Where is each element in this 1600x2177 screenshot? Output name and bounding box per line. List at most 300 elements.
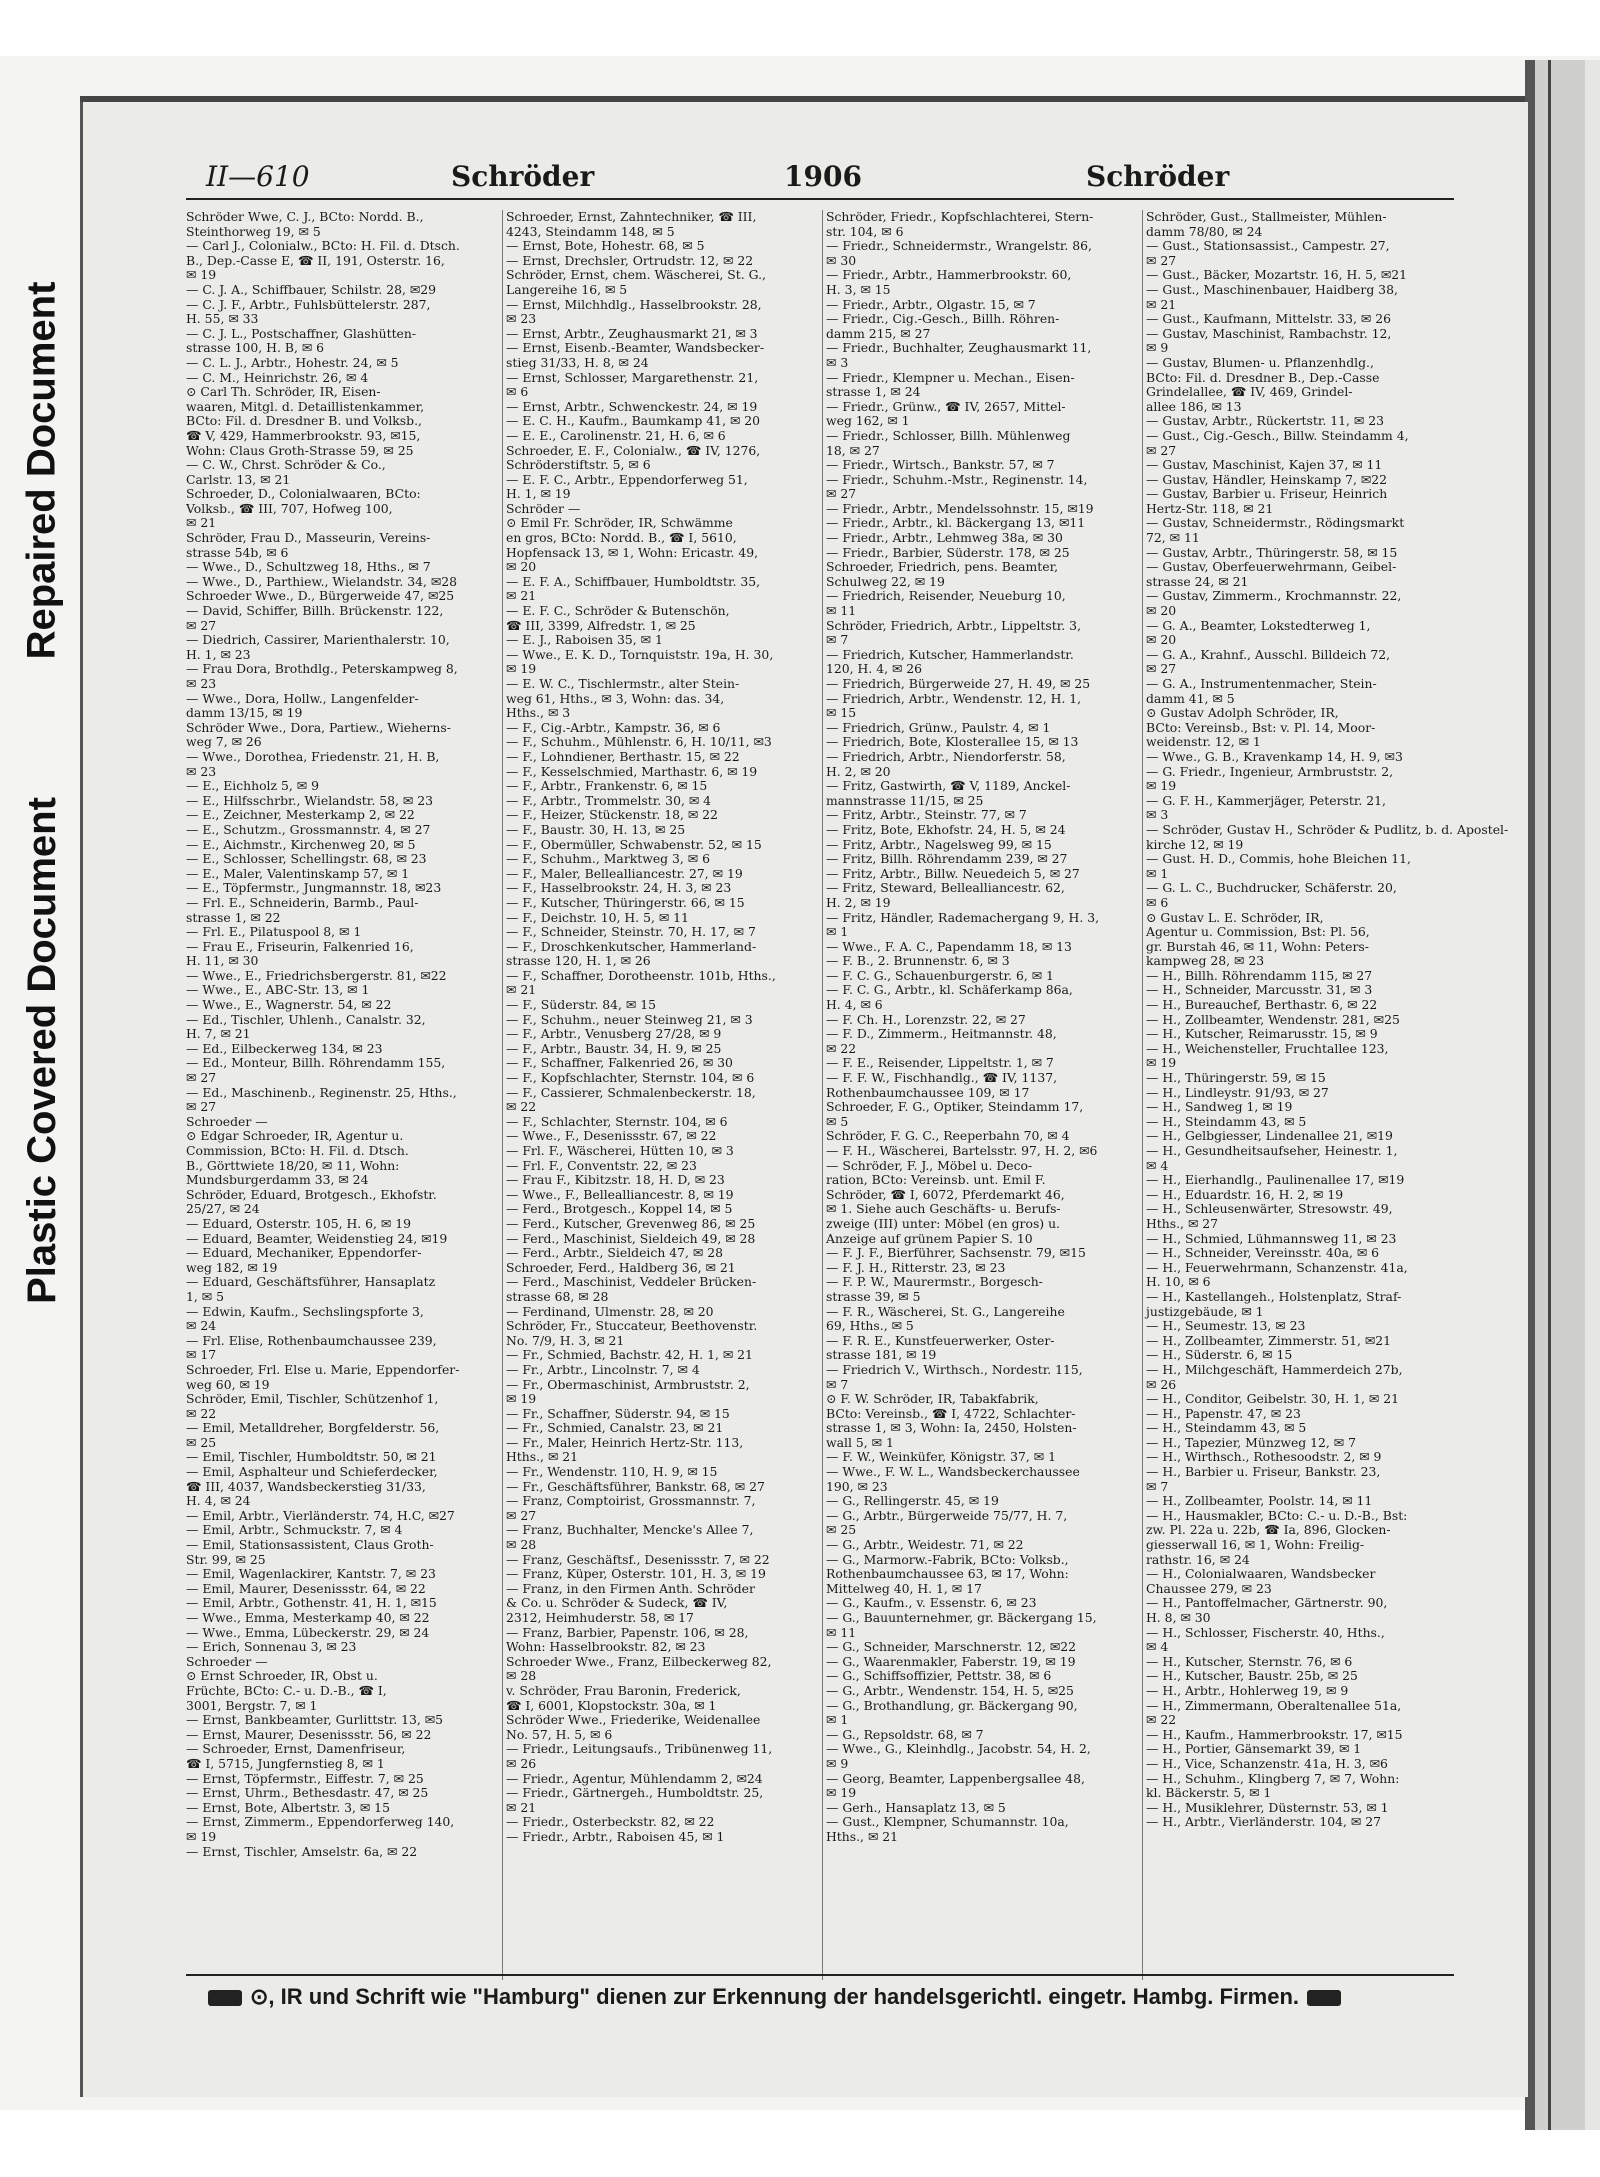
directory-entry-line: weg 60, ✉ 19 [186,1376,270,1392]
directory-entry-line: — H., Vice, Schanzenstr. 41a, H. 3, ✉6 [1146,1755,1388,1771]
directory-entry-line: — H., Kutscher, Reimarusstr. 15, ✉ 9 [1146,1026,1378,1042]
directory-entry-line: — Gustav, Arbtr., Rückertstr. 11, ✉ 23 [1146,413,1384,429]
directory-entry-line: H. 10, ✉ 6 [1146,1274,1211,1290]
directory-entry-line: ✉ 27 [1146,252,1177,268]
directory-entry-line: — E., Aichmstr., Kirchenweg 20, ✉ 5 [186,836,416,852]
directory-entry-line: strasse 120, H. 1, ✉ 26 [506,953,651,969]
directory-entry-line: Mundsburgerdamm 33, ✉ 24 [186,1172,369,1188]
directory-entry-line: — H., Schneider, Vereinsstr. 40a, ✉ 6 [1146,1245,1380,1261]
directory-entry-line: — H., Gelbgiesser, Lindenallee 21, ✉19 [1146,1128,1393,1144]
directory-entry-line: ✉ 28 [506,1668,537,1684]
directory-entry-line: ☎ I, 6001, Klopstockstr. 30a, ✉ 1 [506,1697,717,1713]
directory-entry-line: Hopfensack 13, ✉ 1, Wohn: Ericastr. 49, [506,544,759,560]
directory-entry-line: ✉ 27 [1146,661,1177,677]
directory-entry-line: Mittelweg 40, H. 1, ✉ 17 [826,1580,982,1596]
directory-entry-line: — G. F. H., Kammerjäger, Peterstr. 21, [1146,792,1386,808]
directory-entry-line: — E. E., Carolinenstr. 21, H. 6, ✉ 6 [506,427,726,443]
directory-entry-line: — Fr., Schaffner, Süderstr. 94, ✉ 15 [506,1405,730,1421]
directory-entry-line: ✉ 9 [1146,340,1169,356]
directory-entry-line: BCto: Vereinsb., ☎ I, 4722, Schlachter- [826,1405,1076,1421]
directory-entry-line: — E., Hilfsschrbr., Wielandstr. 58, ✉ 23 [186,792,433,808]
directory-entry-line: damm 13/15, ✉ 19 [186,705,303,721]
directory-entry-line: ✉ 15 [826,705,857,721]
directory-entry-line: — Wwe., E., Friedrichsbergerstr. 81, ✉22 [186,967,447,983]
directory-entry-line: — Ernst, Milchhdlg., Hasselbrookstr. 28, [506,296,762,312]
directory-entry-line: H. 3, ✉ 15 [826,281,891,297]
directory-entry-line: — F., Schaffner, Dorotheenstr. 101b, Hths., [506,967,776,983]
directory-entry-line: — H., Papenstr. 47, ✉ 23 [1146,1405,1301,1421]
column-divider [1142,210,1143,1980]
directory-entry-line: H. 1, ✉ 19 [506,486,571,502]
directory-entry-line: — F., Lohndiener, Berthastr. 15, ✉ 22 [506,748,740,764]
directory-entry-line: ☎ III, 3399, Alfredstr. 1, ✉ 25 [506,617,696,633]
directory-entry-line: — Friedr., Klempner u. Mechan., Eisen- [826,369,1075,385]
directory-entry-line: — Franz, Barbier, Papenstr. 106, ✉ 28, [506,1624,749,1640]
directory-entry-line: ☎ V, 429, Hammerbrookstr. 93, ✉15, [186,427,421,443]
directory-entry-line: — F., Maler, Bellealliancestr. 27, ✉ 19 [506,865,743,881]
directory-entry-line: — H., Billh. Röhrendamm 115, ✉ 27 [1146,967,1373,983]
directory-entry-line: — Wwe., Emma, Lübeckerstr. 29, ✉ 24 [186,1624,430,1640]
directory-entry-line: — H., Bureauchef, Berthastr. 6, ✉ 22 [1146,997,1378,1013]
directory-entry-line: — F. C. G., Schauenburgerstr. 6, ✉ 1 [826,967,1054,983]
directory-entry-line: — Franz, Buchhalter, Mencke's Allee 7, [506,1522,754,1538]
directory-entry-line: — Diedrich, Cassirer, Marienthalerstr. 10, [186,632,450,648]
directory-entry-line: Grindelallee, ☎ IV, 469, Grindel- [1146,384,1353,400]
directory-entry-line: — G. A., Krahnf., Ausschl. Billdeich 72, [1146,646,1391,662]
directory-entry-line: — Wwe., Dorothea, Friedenstr. 21, H. B, [186,748,440,764]
directory-entry-line: ✉ 17 [186,1347,217,1363]
directory-entry-line: — Schröder, F. J., Möbel u. Deco- [826,1157,1033,1173]
directory-entry-line: stieg 31/33, H. 8, ✉ 24 [506,354,649,370]
directory-entry-line: ✉ 21 [186,515,217,531]
header-name-left: Schröder [451,160,595,193]
directory-entry-line: Schröder — [506,500,581,516]
directory-entry-line: — Eduard, Beamter, Weidenstieg 24, ✉19 [186,1230,448,1246]
directory-entry-line: strasse 1, ✉ 3, Wohn: Ia, 2450, Holsten- [826,1420,1077,1436]
directory-entry-line: — Gustav, Händler, Heinskamp 7, ✉22 [1146,471,1388,487]
directory-entry-line: ✉ 9 [826,1755,849,1771]
directory-entry-line: — E. W. C., Tischlermstr., alter Stein- [506,676,740,691]
directory-entry-line: — Fritz, Billh. Röhrendamm 239, ✉ 27 [826,851,1068,867]
directory-entry-line: Schröderstiftstr. 5, ✉ 6 [506,457,651,473]
directory-entry-line: — H., Lindleystr. 91/93, ✉ 27 [1146,1084,1329,1100]
directory-entry-line: BCto: Vereinsb., Bst: v. Pl. 14, Moor- [1146,719,1376,735]
directory-entry-line: weg 7, ✉ 26 [186,734,262,750]
directory-entry-line: rathstr. 16, ✉ 24 [1146,1551,1250,1567]
directory-entry-line: 2312, Heimhuderstr. 58, ✉ 17 [506,1610,694,1625]
directory-entry-line: Schroeder, D., Colonialwaaren, BCto: [186,486,421,502]
directory-entry-line: — Ferd., Arbtr., Sieldeich 47, ✉ 28 [506,1245,723,1261]
directory-entry-line: — Gustav, Zimmerm., Krochmannstr. 22, [1146,588,1402,604]
directory-entry-line: — Fritz, Arbtr., Steinstr. 77, ✉ 7 [826,807,1027,823]
directory-entry-line: H. 1, ✉ 23 [186,646,251,662]
directory-entry-line: kampweg 28, ✉ 23 [1146,953,1265,969]
directory-entry-line: — Emil, Asphalteur und Schieferdecker, [186,1464,438,1480]
directory-entry-line: — C. J. A., Schiffbauer, Schilstr. 28, ✉29 [186,281,437,297]
directory-entry-line: — Fr., Schmied, Canalstr. 23, ✉ 21 [506,1420,724,1436]
directory-entry-line: ✉ 26 [506,1755,537,1771]
directory-entry-line: — E., Eichholz 5, ✉ 9 [186,778,319,794]
directory-entry-line: — Friedrich V., Wirthsch., Nordestr. 115, [826,1361,1083,1377]
directory-entry-line: — Carl J., Colonialw., BCto: H. Fil. d. Dtsch. [186,238,460,254]
directory-entry-line: ✉ 6 [1146,894,1169,910]
directory-entry-line: — F. Ch. H., Lorenzstr. 22, ✉ 27 [826,1011,1026,1027]
directory-entry-line: — F., Arbtr., Venusberg 27/28, ✉ 9 [506,1026,722,1042]
directory-entry-line: Langereihe 16, ✉ 5 [506,281,628,297]
directory-entry-line: — E., Zeichner, Mesterkamp 2, ✉ 22 [186,807,415,823]
directory-entry-line: — Eduard, Geschäftsführer, Hansaplatz [186,1274,436,1290]
directory-entry-line: — Fr., Geschäftsführer, Bankstr. 68, ✉ 27 [506,1478,765,1494]
directory-entry-line: ✉ 27 [186,617,217,633]
directory-entry-line: — F., Cassierer, Schmalenbeckerstr. 18, [506,1084,756,1100]
directory-entry-line: — F., Arbtr., Baustr. 34, H. 9, ✉ 25 [506,1040,722,1056]
directory-entry-line: Carlstr. 13, ✉ 21 [186,471,291,487]
directory-entry-line: — H., Gesundheitsaufseher, Heinestr. 1, [1146,1143,1398,1158]
directory-entry-line: — F., Arbtr., Frankenstr. 6, ✉ 15 [506,778,708,794]
directory-entry-line: allee 186, ✉ 13 [1146,398,1242,414]
directory-entry-line: Hths., ✉ 21 [826,1828,899,1844]
directory-entry-line: — Fritz, Arbtr., Billw. Neuedeich 5, ✉ 27 [826,865,1080,881]
directory-entry-line: Hths., ✉ 3 [506,705,571,721]
directory-entry-line: — G. A., Beamter, Lokstedterweg 1, [1146,617,1371,633]
directory-entry-line: — Ferd., Kutscher, Grevenweg 86, ✉ 25 [506,1215,756,1231]
directory-entry-line: — F. E., Reisender, Lippeltstr. 1, ✉ 7 [826,1055,1054,1071]
directory-entry-line: — Franz, Küper, Osterstr. 101, H. 3, ✉ 19 [506,1566,766,1582]
directory-entry-line: — F., Schuhm., Marktweg 3, ✉ 6 [506,851,711,867]
directory-entry-line: — Ernst, Maurer, Desenissstr. 56, ✉ 22 [186,1726,432,1742]
directory-entry-line: — Ernst, Bote, Albertstr. 3, ✉ 15 [186,1799,390,1815]
directory-entry-line: Schröder, Eduard, Brotgesch., Ekhofstr. [186,1186,437,1202]
directory-entry-line: 69, Hths., ✉ 5 [826,1318,914,1334]
directory-entry-line: Schröder, Frau D., Masseurin, Vereins- [186,530,431,546]
directory-entry-line: — Friedr., Arbtr., Hammerbrookstr. 60, [826,267,1072,283]
directory-entry-line: — Edwin, Kaufm., Sechslingspforte 3, [186,1303,424,1319]
directory-entry-line: — Gerh., Hansaplatz 13, ✉ 5 [826,1799,1006,1815]
directory-entry-line: — H., Kaufm., Hammerbrookstr. 17, ✉15 [1146,1726,1403,1742]
directory-entry-line: Schroeder, Ernst, Zahntechniker, ☎ III, [506,209,757,224]
directory-entry-line: Schröder, Fr., Stuccateur, Beethovenstr. [506,1318,758,1334]
directory-entry-line: ✉ 7 [826,1376,849,1392]
directory-entry-line: ⊙ Gustav Adolph Schröder, IR, [1146,705,1339,721]
directory-entry-line: strasse 68, ✉ 28 [506,1288,609,1304]
directory-entry-line: — Emil, Maurer, Desenissstr. 64, ✉ 22 [186,1580,426,1596]
directory-entry-line: — E. F. C., Schröder & Butenschön, [506,603,730,619]
directory-entry-line: Steinthorweg 19, ✉ 5 [186,223,321,239]
directory-entry-line: strasse 1, ✉ 24 [826,384,921,400]
directory-entry-line: — Ferdinand, Ulmenstr. 28, ✉ 20 [506,1303,714,1319]
directory-entry-line: ✉ 27 [506,1507,537,1523]
directory-entry-line: — H., Kastellangeh., Holstenplatz, Straf- [1146,1288,1402,1304]
directory-entry-line: — F., Arbtr., Trommelstr. 30, ✉ 4 [506,792,712,808]
directory-entry-line: — G., Schneider, Marschnerstr. 12, ✉22 [826,1639,1077,1655]
directory-entry-line: — Wwe., D., Parthiew., Wielandstr. 34, ✉28 [186,573,458,589]
directory-entry-line: ✉ 6 [506,384,529,400]
directory-entry-line: Wohn: Hasselbrookstr. 82, ✉ 23 [506,1639,706,1655]
directory-entry-line: — Fritz, Gastwirth, ☎ V, 1189, Anckel- [826,778,1071,794]
directory-entry-line: — H., Arbtr., Vierländerstr. 104, ✉ 27 [1146,1814,1381,1830]
directory-entry-line: — F., Kesselschmied, Marthastr. 6, ✉ 19 [506,763,758,779]
directory-entry-line: — F., Schuhm., neuer Steinweg 21, ✉ 3 [506,1011,753,1027]
directory-entry-line: BCto: Fil. d. Dresdner B. und Volksb., [186,413,422,429]
directory-entry-line: — H., Kutscher, Baustr. 25b, ✉ 25 [1146,1668,1358,1684]
directory-entry-line: giesserwall 16, ✉ 1, Wohn: Freilig- [1146,1537,1365,1553]
directory-entry-line: — G., Arbtr., Wendenstr. 154, H. 5, ✉25 [826,1682,1074,1698]
directory-entry-line: ✉ 4 [1146,1639,1169,1655]
directory-entry-line: — H., Musiklehrer, Düsternstr. 53, ✉ 1 [1146,1799,1389,1815]
directory-entry-line: ✉ 22 [186,1405,217,1421]
directory-entry-line: Rothenbaumchaussee 109, ✉ 17 [826,1084,1030,1100]
directory-entry-line: Hertz-Str. 118, ✉ 21 [1146,500,1274,516]
directory-entry-line: — H., Milchgeschäft, Hammerdeich 27b, [1146,1361,1403,1377]
directory-entry-line: — Friedrich, Bürgerweide 27, H. 49, ✉ 25 [826,676,1091,691]
directory-entry-line: — Fr., Schmied, Bachstr. 42, H. 1, ✉ 21 [506,1347,753,1363]
directory-entry-line: 190, ✉ 23 [826,1478,888,1494]
directory-entry-line: Rothenbaumchaussee 63, ✉ 17, Wohn: [826,1566,1069,1582]
directory-entry-line: ✉ 21 [506,588,537,604]
directory-entry-line: — F., Schuhm., Mühlenstr. 6, H. 10/11, ✉3 [506,734,772,750]
directory-entry-line: Schröder Wwe., Friederike, Weidenallee [506,1712,761,1728]
directory-entry-line: — Friedr., Leitungsaufs., Tribünenweg 11, [506,1741,773,1757]
directory-entry-line: ✉ 19 [506,661,537,677]
directory-entry-line: H. 7, ✉ 21 [186,1026,251,1042]
directory-entry-line: ✉ 24 [186,1318,217,1334]
directory-entry-line: — Wwe., Emma, Mesterkamp 40, ✉ 22 [186,1610,430,1625]
directory-entry-line: H. 55, ✉ 33 [186,311,259,327]
directory-entry-line: Hths., ✉ 21 [506,1449,579,1465]
directory-entry-line: ✉ 23 [186,763,217,779]
directory-entry-line: — Ernst, Arbtr., Schwenckestr. 24, ✉ 19 [506,398,758,414]
directory-entry-line: strasse 54b, ✉ 6 [186,544,289,560]
directory-entry-line: H. 2, ✉ 20 [826,763,891,779]
directory-entry-line: — F., Heizer, Stückenstr. 18, ✉ 22 [506,807,718,823]
directory-entry-line: — Emil, Arbtr., Vierländerstr. 74, H.C, ✉27 [186,1507,455,1523]
directory-entry-line: — F. B., 2. Brunnenstr. 6, ✉ 3 [826,953,1010,969]
directory-entry-line: — E. F. C., Arbtr., Eppendorferweg 51, [506,471,748,487]
directory-entry-line: Schroeder Wwe., Franz, Eilbeckerweg 82, [506,1653,772,1669]
directory-entry-line: — Gust., Kaufmann, Mittelstr. 33, ✉ 26 [1146,311,1391,327]
directory-entry-line: ✉ 25 [186,1434,217,1450]
directory-entry-line: ✉ 21 [1146,296,1177,312]
directory-entry-line: — Franz, Comptoirist, Grossmannstr. 7, [506,1493,756,1509]
directory-entry-line: — Friedr., Barbier, Süderstr. 178, ✉ 25 [826,544,1070,560]
directory-entry-line: — H., Feuerwehrmann, Schanzenstr. 41a, [1146,1259,1408,1275]
directory-entry-line: ✉ 23 [506,311,537,327]
directory-entry-line: — F. J. H., Ritterstr. 23, ✉ 23 [826,1259,1006,1275]
directory-entry-line: — Erich, Sonnenau 3, ✉ 23 [186,1639,357,1655]
directory-entry-line: ⊙ Gustav L. E. Schröder, IR, [1146,909,1324,925]
directory-entry-line: mannstrasse 11/15, ✉ 25 [826,792,984,808]
directory-entry-line: — E., Töpfermstr., Jungmannstr. 18, ✉23 [186,880,442,896]
directory-entry-line: Anzeige auf grünem Papier S. 10 [826,1230,1033,1246]
directory-entry-line: — G., Marmorw.-Fabrik, BCto: Volksb., [826,1551,1069,1567]
directory-entry-line: strasse 100, H. B, ✉ 6 [186,340,325,356]
directory-entry-line: — E., Schlosser, Schellingstr. 68, ✉ 23 [186,851,427,867]
directory-entry-line: — G., Arbtr., Weidestr. 71, ✉ 22 [826,1537,1024,1553]
directory-entry-line: ✉ 26 [1146,1376,1177,1392]
directory-entry-line: — H., Zollbeamter, Poolstr. 14, ✉ 11 [1146,1493,1373,1509]
directory-entry-line: H. 4, ✉ 6 [826,997,883,1013]
directory-entry-line: — Friedr., Schneidermstr., Wrangelstr. 86, [826,238,1092,254]
directory-entry-line: — Friedr., Agentur, Mühlendamm 2, ✉24 [506,1770,763,1786]
directory-entry-line: — H., Schleusenwärter, Stresowstr. 49, [1146,1201,1393,1217]
directory-entry-line: zweige (III) unter: Möbel (en gros) u. [826,1215,1060,1231]
directory-entry-line: — Gustav, Oberfeuerwehrmann, Geibel- [1146,559,1397,575]
directory-entry-line: str. 104, ✉ 6 [826,223,904,239]
directory-entry-line: — E. J., Raboisen 35, ✉ 1 [506,632,663,648]
directory-entry-line: ⊙ F. W. Schröder, IR, Tabakfabrik, [826,1391,1039,1407]
directory-entry-line: gr. Burstah 46, ✉ 11, Wohn: Peters- [1146,938,1369,954]
directory-entry-line: Volksb., ☎ III, 707, Hofweg 100, [186,500,393,516]
directory-entry-line: ✉ 27 [186,1070,217,1086]
directory-entry-line: — Fritz, Händler, Rademachergang 9, H. 3, [826,909,1100,925]
directory-entry-line: — Ed., Maschinenb., Reginenstr. 25, Hths., [186,1084,457,1100]
directory-entry-line: ✉ 1. Siehe auch Geschäfts- u. Berufs- [826,1201,1061,1217]
directory-entry-line: — Schröder, Gustav H., Schröder & Pudlitz, b. d. Apostel- [1146,821,1509,837]
directory-entry-line: — Ernst, Bote, Hohestr. 68, ✉ 5 [506,238,705,254]
directory-entry-line: ✉ 19 [506,1391,537,1407]
directory-entry-line: — Frl. F., Wäscherei, Hütten 10, ✉ 3 [506,1143,734,1158]
directory-entry-line: ✉ 1 [1146,865,1169,881]
directory-entry-line: — Emil, Tischler, Humboldtstr. 50, ✉ 21 [186,1449,437,1465]
directory-entry-line: — G., Kaufm., v. Essenstr. 6, ✉ 23 [826,1595,1037,1611]
directory-entry-line: ✉ 27 [826,486,857,502]
directory-entry-line: — Friedr., Arbtr., Lehmweg 38a, ✉ 30 [826,530,1063,546]
directory-entry-line: — Emil, Metalldreher, Borgfelderstr. 56, [186,1420,440,1436]
directory-entry-line: — H., Steindamm 43, ✉ 5 [1146,1420,1307,1436]
directory-entry-line: ✉ 19 [186,267,217,283]
directory-entry-line: Agentur u. Commission, Bst: Pl. 56, [1146,924,1370,940]
directory-entry-line: damm 78/80, ✉ 24 [1146,223,1263,239]
directory-entry-line: — Emil, Wagenlackirer, Kantstr. 7, ✉ 23 [186,1566,436,1582]
directory-entry-line: — E., Maler, Valentinskamp 57, ✉ 1 [186,865,410,881]
directory-entry-line: — Gustav, Schneidermstr., Rödingsmarkt [1146,515,1405,531]
directory-entry-line: — F. D., Zimmerm., Heitmannstr. 48, [826,1026,1057,1042]
directory-entry-line: — Fr., Wendenstr. 110, H. 9, ✉ 15 [506,1464,718,1480]
directory-entry-line: — Ferd., Maschinist, Veddeler Brücken- [506,1274,757,1290]
directory-entry-line: — H., Hausmakler, BCto: C.- u. D.-B., Bst: [1146,1507,1408,1523]
directory-entry-line: — H., Schlosser, Fischerstr. 40, Hths., [1146,1624,1385,1640]
directory-entry-line: — Gust. H. D., Commis, hohe Bleichen 11, [1146,851,1411,867]
directory-entry-line: — F. F. W., Fischhandlg., ☎ IV, 1137, [826,1070,1058,1086]
directory-entry-line: v. Schröder, Frau Baronin, Frederick, [506,1682,741,1698]
directory-entry-line: — F., Schneider, Steinstr. 70, H. 17, ✉ 7 [506,924,756,940]
directory-entry-line: justizgebäude, ✉ 1 [1146,1303,1264,1319]
directory-entry-line: — Wwe., F. A. C., Papendamm 18, ✉ 13 [826,938,1072,954]
directory-entry-line: — F., Schaffner, Falkenried 26, ✉ 30 [506,1055,733,1071]
directory-entry-line: No. 57, H. 5, ✉ 6 [506,1726,613,1742]
directory-entry-line: B., Dep.-Casse E, ☎ II, 191, Osterstr. 16, [186,252,445,268]
directory-entry-line: Commission, BCto: H. Fil. d. Dtsch. [186,1143,409,1158]
directory-entry-line: — G., Arbtr., Bürgerweide 75/77, H. 7, [826,1507,1068,1523]
directory-entry-line: — H., Zollbeamter, Wendenstr. 281, ✉25 [1146,1011,1400,1027]
directory-entry-line: — Frl. E., Pilatuspool 8, ✉ 1 [186,924,362,940]
directory-entry-line: weg 182, ✉ 19 [186,1259,278,1275]
directory-entry-line: — Ferd., Maschinist, Sieldeich 49, ✉ 28 [506,1230,756,1246]
directory-entry-line: weg 61, Hths., ✉ 3, Wohn: das. 34, [506,690,725,706]
directory-entry-line: kl. Bäckerstr. 5, ✉ 1 [1146,1785,1272,1801]
repaired-document-label [6,140,78,800]
directory-entry-line: wall 5, ✉ 1 [826,1434,894,1450]
directory-entry-line: — H., Seumestr. 13, ✉ 23 [1146,1318,1306,1334]
directory-entry-line: — Wwe., E., ABC-Str. 13, ✉ 1 [186,982,370,998]
directory-entry-line: — Friedr., Gärtnergeh., Humboldtstr. 25, [506,1785,764,1801]
directory-entry-line: — C. J. L., Postschaffner, Glashütten- [186,325,417,341]
directory-entry-line: — Frl. F., Conventstr. 22, ✉ 23 [506,1157,697,1173]
directory-entry-line: — Gust., Cig.-Gesch., Billw. Steindamm 4, [1146,427,1409,443]
directory-entry-line: — Wwe., Dora, Hollw., Langenfelder- [186,690,419,706]
directory-entry-line: Schröder, Gust., Stallmeister, Mühlen- [1146,209,1387,224]
directory-entry-line: — Ernst, Arbtr., Zeughausmarkt 21, ✉ 3 [506,325,758,341]
footer-rule [186,1974,1454,1976]
directory-entry-line: — F. R., Wäscherei, St. G., Langereihe [826,1303,1065,1319]
directory-entry-line: H. 8, ✉ 30 [1146,1610,1211,1625]
directory-entry-line: — F. R. E., Kunstfeuerwerker, Oster- [826,1332,1055,1348]
directory-entry-line: ⊙ Emil Fr. Schröder, IR, Schwämme [506,515,733,531]
directory-entry-line: ration, BCto: Vereinsb. unt. Emil F. [826,1172,1046,1188]
directory-entry-line: — Friedrich, Reisender, Neueburg 10, [826,588,1066,604]
column-divider [822,210,823,1980]
directory-entry-line: ✉ 11 [826,1624,857,1640]
directory-entry-line: ☎ I, 5715, Jungfernstieg 8, ✉ 1 [186,1755,385,1771]
directory-entry-line: — C. J. F., Arbtr., Fuhlsbüttelerstr. 287, [186,296,431,312]
directory-entry-line: — F., Schlachter, Sternstr. 104, ✉ 6 [506,1113,728,1129]
directory-entry-line: — G. Friedr., Ingenieur, Armbruststr. 2, [1146,763,1394,779]
directory-entry-line: — Wwe., F., Desenissstr. 67, ✉ 22 [506,1128,717,1144]
directory-entry-line: — F., Deichstr. 10, H. 5, ✉ 11 [506,909,689,925]
directory-entry-line: — Friedr., Arbtr., Raboisen 45, ✉ 1 [506,1828,725,1844]
directory-entry-line: damm 41, ✉ 5 [1146,690,1235,706]
directory-entry-line: — G., Brothandlung, gr. Bäckergang 90, [826,1697,1078,1713]
directory-entry-line: — Franz, Geschäftsf., Desenissstr. 7, ✉ 22 [506,1551,770,1567]
directory-entry-line: ✉ 3 [1146,807,1169,823]
directory-entry-line: Schröder, ☎ I, 6072, Pferdemarkt 46, [826,1186,1065,1202]
directory-entry-line: — Frau F., Kibitzstr. 18, H. D, ✉ 23 [506,1172,725,1188]
directory-entry-line: — Friedr., Arbtr., kl. Bäckergang 13, ✉11 [826,515,1086,531]
directory-entry-line: — F., Cig.-Arbtr., Kampstr. 36, ✉ 6 [506,719,721,735]
directory-entry-line: — H., Sandweg 1, ✉ 19 [1146,1099,1293,1115]
directory-column-2 [506,210,814,1980]
directory-entry-line: Schröder, Friedr., Kopfschlachterei, Stern- [826,209,1094,224]
directory-entry-line: zw. Pl. 22a u. 22b, ☎ Ia, 896, Glocken- [1146,1522,1391,1538]
plastic-covered-document-label [6,720,78,1380]
directory-column-4 [1146,209,1509,1980]
directory-entry-line: — Fr., Arbtr., Lincolnstr. 7, ✉ 4 [506,1361,700,1377]
directory-entry-line: — Ferd., Brotgesch., Koppel 14, ✉ 5 [506,1201,733,1217]
directory-entry-line: — Ernst, Schlosser, Margarethenstr. 21, [506,369,759,385]
directory-entry-line: ✉ 20 [1146,603,1177,619]
directory-entry-line: Früchte, BCto: C.- u. D.-B., ☎ I, [186,1682,387,1698]
directory-entry-line: ✉ 11 [826,603,857,619]
directory-entry-line: — Emil, Arbtr., Gothenstr. 41, H. 1, ✉15 [186,1595,437,1611]
directory-entry-line: — C. W., Chrst. Schröder & Co., [186,457,386,473]
directory-entry-line: ✉ 28 [506,1537,537,1553]
footer-text: ⊙, IR und Schrift wie "Hamburg" dienen zur Erkennung der handelsgerichtl. eingetr. Hambg. Firmen. [250,1984,1299,2009]
directory-entry-line: — Fritz, Steward, Bellealliancestr. 62, [826,880,1065,896]
directory-entry-line: — Gustav, Barbier u. Friseur, Heinrich [1146,486,1388,502]
directory-entry-line: weidenstr. 12, ✉ 1 [1146,734,1261,750]
directory-entry-line: — H., Eduardstr. 16, H. 2, ✉ 19 [1146,1186,1344,1202]
directory-entry-line: — Wwe., G., Kleinhdlg., Jacobstr. 54, H. 2, [826,1741,1091,1757]
pointing-hand-icon [1307,1990,1341,2006]
directory-entry-line: — H., Pantoffelmacher, Gärtnerstr. 90, [1146,1595,1388,1611]
directory-entry-line: — H., Weichensteller, Fruchtallee 123, [1146,1040,1389,1056]
directory-entry-line: — H., Wirthsch., Rothesoodstr. 2, ✉ 9 [1146,1449,1382,1465]
directory-entry-line: ⊙ Carl Th. Schröder, IR, Eisen- [186,384,381,400]
directory-entry-line: — Gust., Klempner, Schumannstr. 10a, [826,1814,1069,1830]
directory-entry-line: — Frl. Elise, Rothenbaumchaussee 239, [186,1332,437,1348]
directory-entry-line: — Ed., Eilbeckerweg 134, ✉ 23 [186,1040,383,1056]
directory-entry-line: — H., Arbtr., Hohlerweg 19, ✉ 9 [1146,1682,1349,1698]
